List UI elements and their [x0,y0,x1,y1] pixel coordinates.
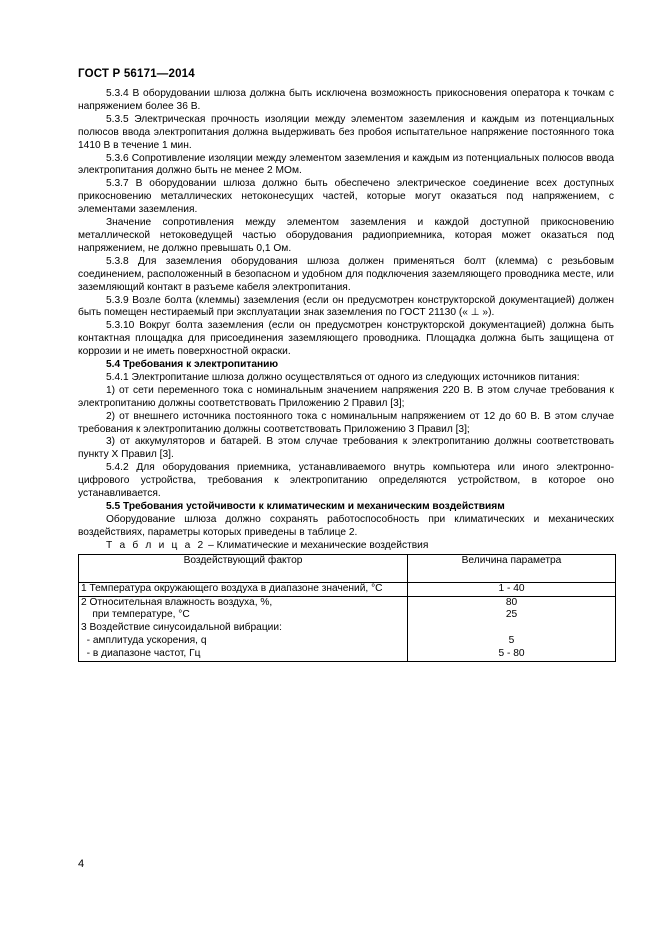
table-climatic-mechanical [78,554,616,662]
section-heading: 5.5 Требования устойчивости к климатическим и механическим воздействиям [106,501,505,512]
table-cell [408,622,616,635]
table-caption-label: Т а б л и ц а 2 [106,539,206,551]
table-cell: 1 - 40 [408,582,616,596]
paragraph: 5.3.5 Электрическая прочность изоляции между элементом заземления и каждым из потенциальных полюсов ввода электропитания должна выдерживать без пробоя испытательное напряжение постоянного тока 1410 В в течение 1 мин. [78,113,614,151]
table-row [79,582,616,596]
paragraph: 5.3.4 В оборудовании шлюза должна быть исключена возможность прикосновения оператора к точкам с напряжением более 36 В. [78,88,614,112]
table-cell: 5 - 80 [408,648,616,661]
paragraph: 5.3.7 В оборудовании шлюза должно быть обеспечено электрическое соединение всех доступных прикосновению металлических нетоконесущих частей, которые могут оказаться под напряжением, с элементами заземления. [78,178,614,216]
paragraph: Значение сопротивления между элементом заземления и каждой доступной прикосновению металлической нетоковедущей частью оборудования радиоприемника, которая может оказаться под напряжением, не должно превышать 0,1 Ом. [78,217,614,254]
table-row [79,596,616,609]
list-item: 2) от внешнего источника постоянного тока с номинальным напряжением от 12 до 60 В. В этом случае требования к электропитанию должны соответствовать Приложению 3 Правил [3]; [78,410,614,435]
table-cell: 80 [408,596,616,609]
table-cell: 3 Воздействие синусоидальной вибрации: [79,622,408,635]
paragraph: 5.3.8 Для заземления оборудования шлюза должен применяться болт (клемма) с резьбовым соединением, расположенный в безопасном и удобном для подключения заземляющего проводника месте, или заземляющий контакт в разъеме кабеля электропитания. [78,255,614,293]
table-row [79,609,616,622]
table-row [79,635,616,648]
page-number: 4 [78,858,85,870]
document-header: ГОСТ Р 56171—2014 [78,68,195,80]
table-cell: 25 [408,609,616,622]
paragraph: 5.4.1 Электропитание шлюза должно осуществляться от одного из следующих источников питания: [106,371,580,383]
table-header-value: Величина параметра [408,554,616,582]
paragraph: Оборудование шлюза должно сохранять работоспособность при климатических и механических воздействиях, параметры которых приведены в таблице 2. [78,513,614,538]
list-item: 1) от сети переменного тока с номинальным значением напряжения 220 В. В этом случае требования к электропитанию должны соответствовать Приложению 2 Правил [3]; [78,384,614,409]
table-row [79,622,616,635]
paragraph: 5.3.9 Возле болта (клеммы) заземления (если он предусмотрен конструкторской документацией) должен быть помещен нестираемый при эксплуатации знак заземления по ГОСТ 21130 (« ⊥ »). [78,294,614,319]
table-caption [78,540,614,553]
table-cell: 5 [408,635,616,648]
paragraph: 5.3.6 Сопротивление изоляции между элементом заземления и каждым из потенциальных полюсов ввода электропитания должно быть не менее 2 МОм. [78,152,614,177]
section-heading: 5.4 Требования к электропитанию [106,359,279,371]
table-cell: 1 Температура окружающего воздуха в диапазоне значений, °С [79,582,408,596]
table-caption-text: – Климатические и механические воздействия [205,539,429,551]
list-item: 3) от аккумуляторов и батарей. В этом случае требования к электропитанию должны соответствовать пункту X Правил [3]. [78,436,614,461]
document-body [78,88,614,662]
table-row [79,648,616,661]
paragraph: 5.3.10 Вокруг болта заземления (если он предусмотрен конструкторской документацией) должна быть контактная площадка для присоединения заземляющего проводника. Площадка должна быть защищена от коррозии и не иметь поверхностной окраски. [78,320,614,358]
table-header-factor: Воздействующий фактор [79,554,408,582]
paragraph: 5.4.2 Для оборудования приемника, устанавливаемого внутрь компьютера или иного электронно-цифрового устройства, требования к электропитанию определяются устройством, в которое оно устанавливается. [78,462,614,500]
table-cell: при температуре, °С [79,609,408,622]
table-cell: - в диапазоне частот, Гц [79,648,408,661]
table-cell: - амплитуда ускорения, q [79,635,408,648]
table-header-row [79,554,616,582]
table-cell: 2 Относительная влажность воздуха, %, [79,596,408,609]
